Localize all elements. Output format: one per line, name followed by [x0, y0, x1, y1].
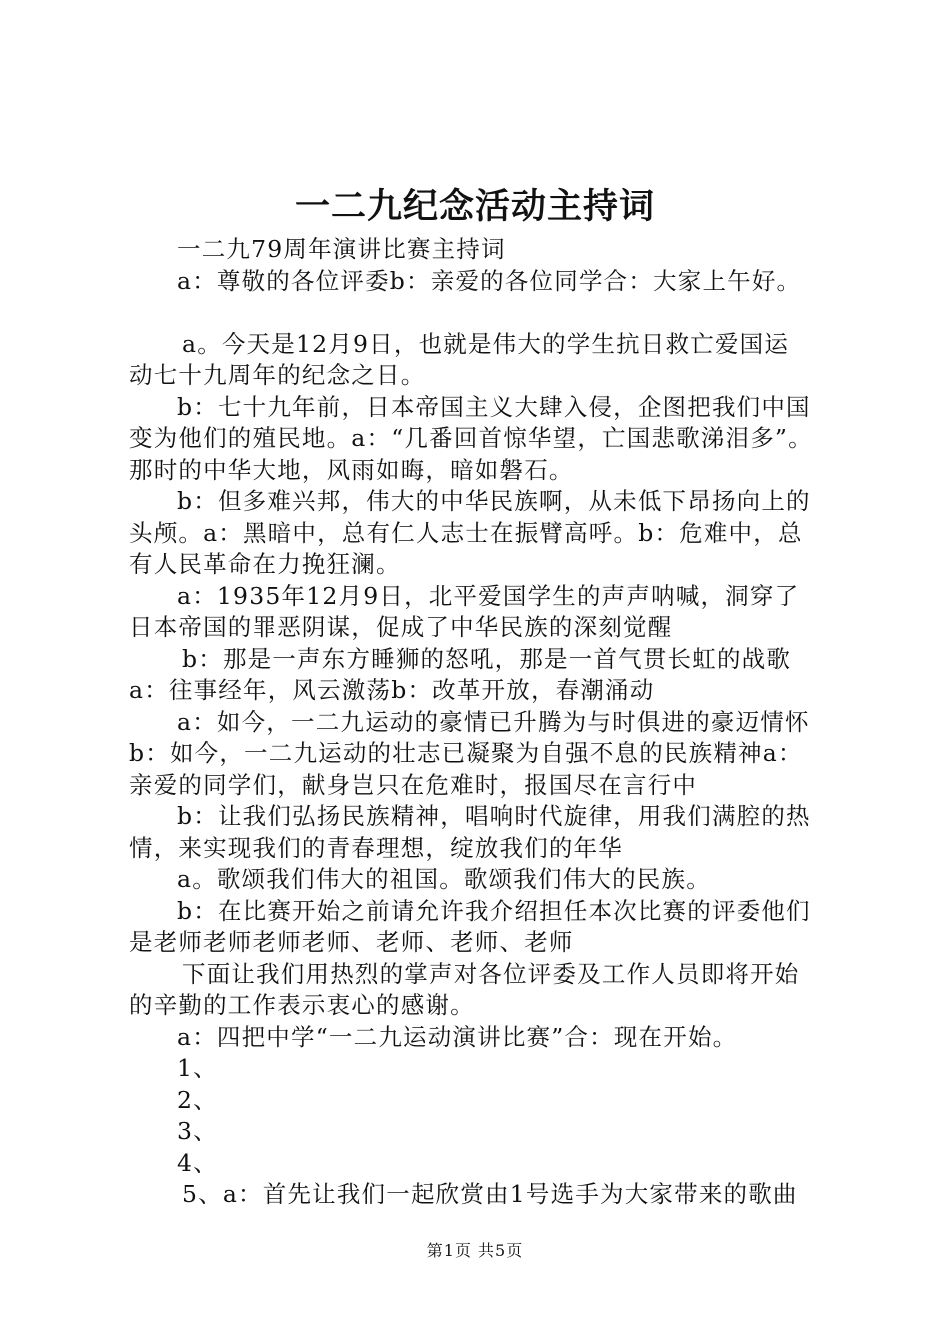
- text-line: 变为他们的殖民地。a：“几番回首惊华望，亡国悲歌涕泪多”。: [129, 424, 813, 452]
- text-line: a：往事经年，风云激荡b：改革开放，春潮涌动: [129, 676, 655, 704]
- text-line: a。今天是12月9日，也就是伟大的学生抗日救亡爱国运: [182, 329, 790, 358]
- text-line: 的辛勤的工作表示衷心的感谢。: [129, 991, 475, 1019]
- text-line: 是老师老师老师老师、老师、老师、老师: [129, 928, 574, 956]
- text-line: 1、: [177, 1054, 218, 1082]
- document-title: 一二九纪念活动主持词: [294, 186, 655, 227]
- text-line: 亲爱的同学们，献身岂只在危难时，报国尽在言行中: [129, 770, 698, 799]
- text-line: 日本帝国的罪恶阴谋，促成了中华民族的深刻觉醒: [129, 613, 673, 641]
- text-line: 4、: [177, 1148, 218, 1177]
- text-line: 下面让我们用热烈的掌声对各位评委及工作人员即将开始: [182, 959, 800, 988]
- text-line: a：尊敬的各位评委b：亲爱的各位同学合：大家上午好。: [177, 266, 802, 295]
- text-line: 有人民革命在力挽狂澜。: [129, 550, 401, 578]
- text-line: a：如今，一二九运动的豪情已升腾为与时俱进的豪迈情怀: [177, 707, 810, 736]
- text-line: a：四把中学“一二九运动演讲比赛”合：现在开始。: [177, 1022, 738, 1051]
- text-line: b：在比赛开始之前请允许我介绍担任本次比赛的评委他们: [177, 896, 811, 925]
- text-line: a：1935年12月9日，北平爱国学生的声声呐喊，洞穿了: [177, 581, 800, 610]
- text-line: b：如今，一二九运动的壮志已凝聚为自强不息的民族精神a：: [129, 739, 803, 767]
- blank-line: [129, 297, 829, 329]
- text-line: 5、a：首先让我们一起欣赏由1号选手为大家带来的歌曲: [182, 1180, 798, 1208]
- text-line: 动七十九周年的纪念之日。: [129, 361, 426, 389]
- document-body: [129, 234, 829, 1211]
- text-line: 头颅。a：黑暗中，总有仁人志士在振臂高呼。b：危难中，总: [129, 518, 803, 547]
- text-line: 2、: [177, 1085, 218, 1114]
- text-line: 一二九79周年演讲比赛主持词: [177, 235, 506, 263]
- text-line: 那时的中华大地，风雨如晦，暗如磐石。: [129, 455, 574, 484]
- text-line: b：但多难兴邦，伟大的中华民族啊，从未低下昂扬向上的: [177, 487, 811, 515]
- page-footer: 第1页 共5页: [426, 1241, 524, 1260]
- text-line: a。歌颂我们伟大的祖国。歌颂我们伟大的民族。: [177, 865, 711, 893]
- text-line: b：七十九年前，日本帝国主义大肆入侵，企图把我们中国: [177, 392, 811, 421]
- text-line: b：让我们弘扬民族精神，唱响时代旋律，用我们满腔的热: [177, 802, 811, 830]
- text-line: 情，来实现我们的青春理想，绽放我们的年华: [129, 833, 623, 862]
- text-line: 3、: [177, 1117, 218, 1145]
- text-line: b：那是一声东方睡狮的怒吼，那是一首气贯长虹的战歌: [182, 644, 792, 673]
